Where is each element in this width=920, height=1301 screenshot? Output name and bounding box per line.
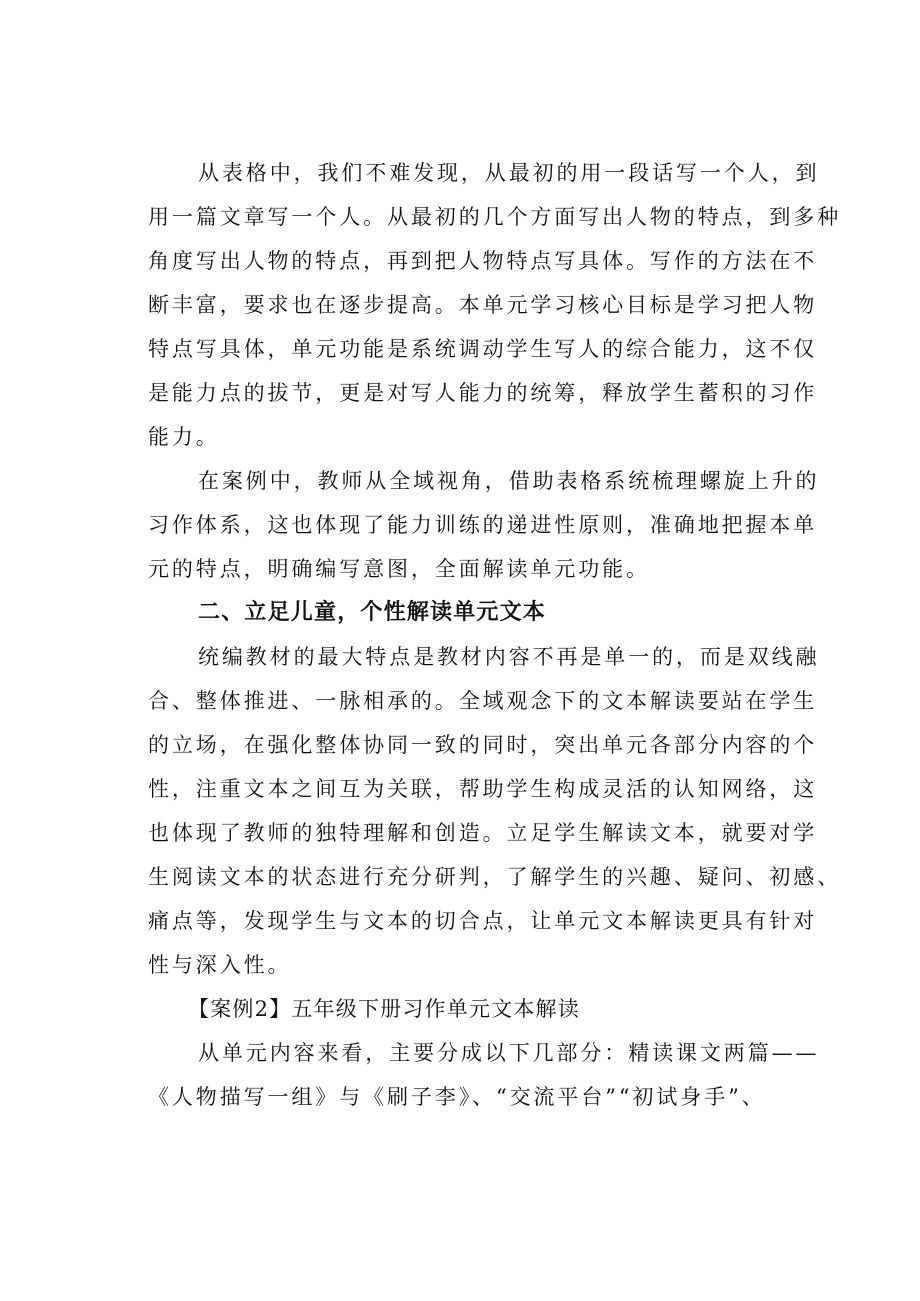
section-paragraph-line-8: 性与深入性。: [148, 953, 292, 977]
paragraph-2-line-2: 习作体系，这也体现了能力训练的递进性原则，准确地把握本单: [148, 513, 818, 537]
paragraph-1-line-7: 能力。: [148, 425, 220, 449]
section-paragraph-line-5: 也体现了教师的独特理解和创造。立足学生解读文本，就要对学: [148, 821, 818, 845]
paragraph-1-line-4: 断丰富，要求也在逐步提高。本单元学习核心目标是学习把人物: [148, 293, 818, 317]
section-paragraph-line-6: 生阅读文本的状态进行充分研判，了解学生的兴趣、疑问、初感、: [148, 865, 842, 889]
case-label: 【案例2】五年级下册习作单元文本解读: [188, 997, 580, 1021]
paragraph-1-line-5: 特点写具体，单元功能是系统调动学生写人的综合能力，这不仅: [148, 337, 818, 361]
case-paragraph-line-1: 从单元内容来看，主要分成以下几部分：精读课文两篇——: [198, 1041, 820, 1065]
section-paragraph-line-3: 的立场，在强化整体协同一致的同时，突出单元各部分内容的个: [148, 733, 818, 757]
section-heading: 二、立足儿童，个性解读单元文本: [198, 600, 547, 625]
section-paragraph-line-7: 痛点等，发现学生与文本的切合点，让单元文本解读更具有针对: [148, 909, 818, 933]
paragraph-2-line-3: 元的特点，明确编写意图，全面解读单元功能。: [148, 557, 650, 581]
section-paragraph-line-2: 合、整体推进、一脉相承的。全域观念下的文本解读要站在学生: [148, 689, 818, 713]
section-paragraph-line-4: 性，注重文本之间互为关联，帮助学生构成灵活的认知网络，这: [148, 777, 818, 801]
paragraph-1-line-1: 从表格中，我们不难发现，从最初的用一段话写一个人，到: [198, 161, 820, 185]
section-paragraph-line-1: 统编教材的最大特点是教材内容不再是单一的，而是双线融: [198, 645, 820, 669]
case-paragraph-line-2: 《人物描写一组》与《刷子李》、“交流平台”“初试身手”、: [148, 1085, 766, 1109]
paragraph-1-line-2: 用一篇文章写一个人。从最初的几个方面写出人物的特点，到多种: [148, 205, 842, 229]
paragraph-2-line-1: 在案例中，教师从全域视角，借助表格系统梳理螺旋上升的: [198, 469, 820, 493]
paragraph-1-line-3: 角度写出人物的特点，再到把人物特点写具体。写作的方法在不: [148, 249, 818, 273]
paragraph-1-line-6: 是能力点的拔节，更是对写人能力的统筹，释放学生蓄积的习作: [148, 381, 818, 405]
